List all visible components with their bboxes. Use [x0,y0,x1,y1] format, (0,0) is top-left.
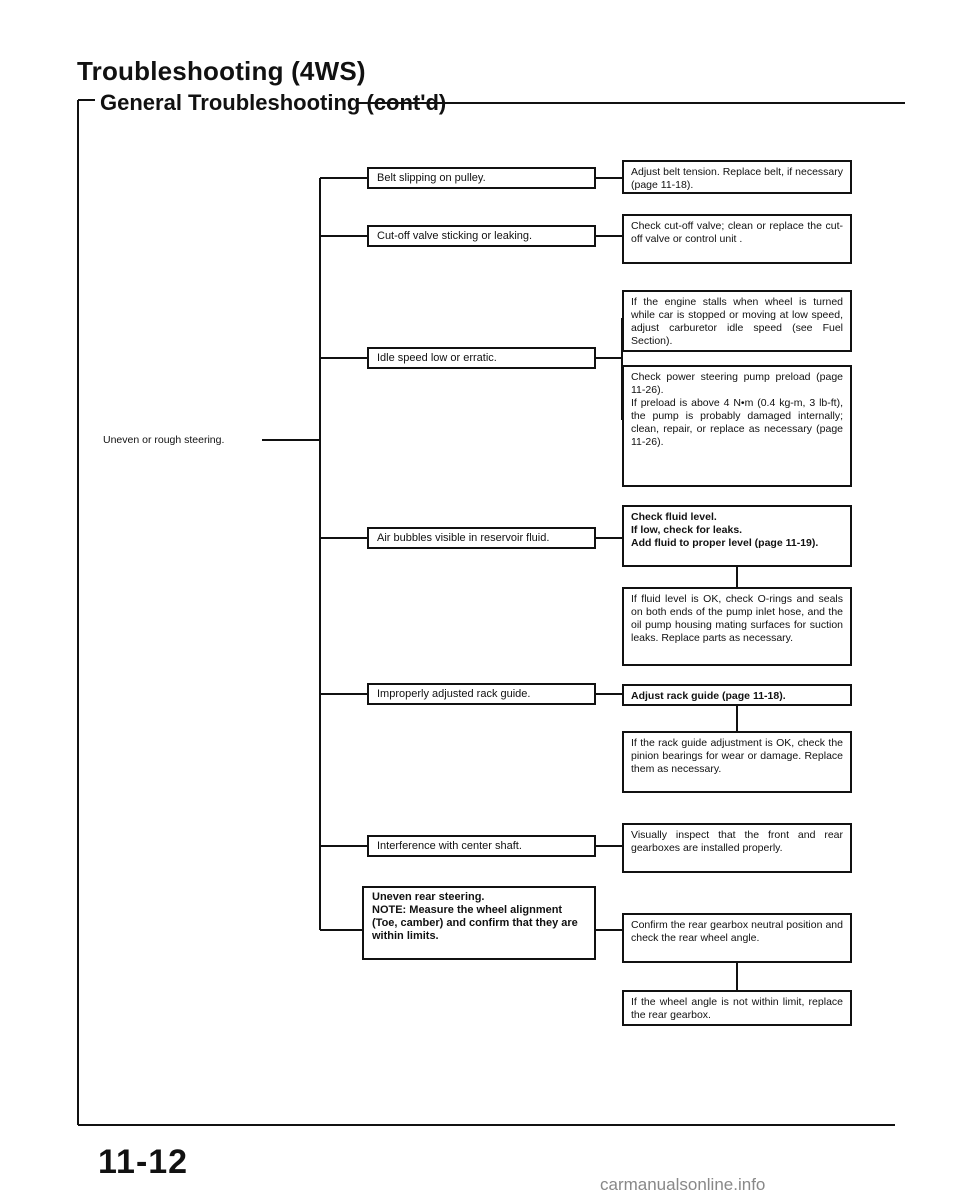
action-check-fluid-level: Check fluid level. If low, check for leaks. Add fluid to proper level (page 11-19). [622,505,852,567]
action-replace-rear-gearbox: If the wheel angle is not within limit, replace the rear gearbox. [622,990,852,1026]
action-check-orings-seals: If fluid level is OK, check O-rings and seals on both ends of the pump inlet hose, and the oil pump housing mating surfaces for suction leaks. Replace parts as necessary. [622,587,852,666]
cause-belt-slipping: Belt slipping on pulley. [367,167,596,189]
action-check-pinion-bearings: If the rack guide adjustment is OK, check the pinion bearings for wear or damage. Replace them as necessary. [622,731,852,793]
cause-idle-speed: Idle speed low or erratic. [367,347,596,369]
action-check-pump-preload: Check power steering pump preload (page 11-26). If preload is above 4 N•m (0.4 kg-m, 3 lb-ft), the pump is probably damaged internally; clean, repair, or replace as necessary (page 11-26). [622,365,852,487]
action-adjust-idle-speed: If the engine stalls when wheel is turned while car is stopped or moving at low speed, adjust carburetor idle speed (see Fuel Section). [622,290,852,352]
cause-rack-guide: Improperly adjusted rack guide. [367,683,596,705]
section-subtitle: General Troubleshooting (cont'd) [100,90,447,115]
action-confirm-neutral-position: Confirm the rear gearbox neutral position and check the rear wheel angle. [622,913,852,963]
page-title: Troubleshooting (4WS) [77,56,366,86]
cause-uneven-rear-steering: Uneven rear steering. NOTE: Measure the wheel alignment (Toe, camber) and confirm that they are within limits. [362,886,596,960]
page-number: 11-12 [98,1143,189,1181]
cause-center-shaft-interference: Interference with center shaft. [367,835,596,857]
watermark: carmanualsonline.info [600,1175,766,1194]
action-adjust-belt: Adjust belt tension. Replace belt, if necessary (page 11-18). [622,160,852,194]
action-inspect-gearboxes: Visually inspect that the front and rear gearboxes are installed properly. [622,823,852,873]
action-adjust-rack-guide: Adjust rack guide (page 11-18). [622,684,852,706]
symptom-text: Uneven or rough steering. [103,434,225,446]
cause-air-bubbles: Air bubbles visible in reservoir fluid. [367,527,596,549]
action-check-cutoff-valve: Check cut-off valve; clean or replace the cut-off valve or control unit . [622,214,852,264]
cause-cutoff-valve: Cut-off valve sticking or leaking. [367,225,596,247]
